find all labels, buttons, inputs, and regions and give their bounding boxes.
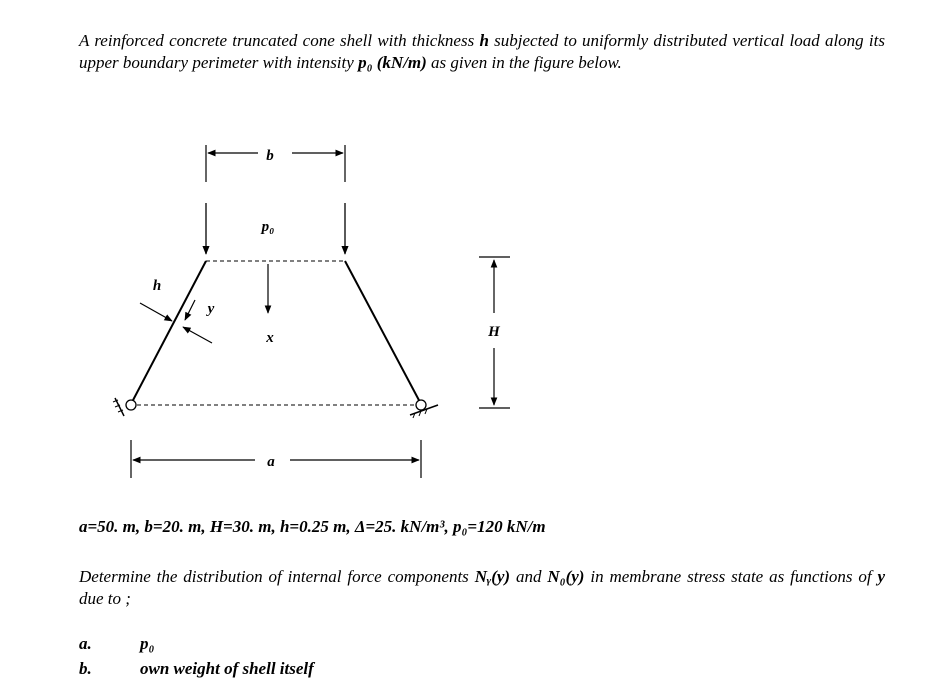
label-b: b [266,148,274,164]
right-pin-support-icon [410,400,438,418]
left-shell-wall [131,261,206,404]
item-label: a. [79,634,92,653]
dimension-a [131,440,421,478]
item-text: p₀ [140,634,155,653]
y-axis-arrow [185,300,215,320]
given-parameters: a=50. m, b=20. m, H=30. m, h=0.25 m, Δ=25. kN/m³, p₀=120 kN/m [79,517,546,536]
label-a: a [267,454,275,470]
left-pin-support-icon [113,398,136,416]
task-and: and [510,567,548,586]
label-p0: p₀ [261,219,275,235]
task-ntheta: N₀(y) [547,567,585,586]
dimension-b [206,145,345,182]
item-text: own weight of shell itself [140,659,314,678]
label-x: x [266,330,274,346]
intro-text-1: A reinforced concrete truncated cone shell with thickness [79,31,480,50]
item-label: b. [79,659,92,678]
intro-p0-symbol: p₀ [358,53,373,72]
label-H: H [488,324,500,340]
task-y: y [877,567,886,586]
task-text-2: in membrane stress state as functions of [584,567,878,586]
dimension-H [479,257,510,408]
task-statement [79,566,885,610]
intro-unit: (kN/m) [376,53,427,72]
label-h: h [152,278,162,294]
intro-h-symbol: h [479,31,489,50]
thickness-marker [140,278,212,343]
right-shell-wall [345,261,421,404]
x-axis-arrow [265,264,274,346]
task-ny: Nᵧ(y) [474,567,511,586]
label-y: y [207,301,215,317]
intro-text-2: subjected to uniformly distributed vertical load along its upper boundary perimeter with intensity [79,31,885,72]
task-text-1: Determine the distribution of internal force components [79,567,475,586]
load-arrows [206,203,345,254]
intro-text-3: as given in the figure below. [426,53,622,72]
task-text-3: due to ; [79,589,131,608]
